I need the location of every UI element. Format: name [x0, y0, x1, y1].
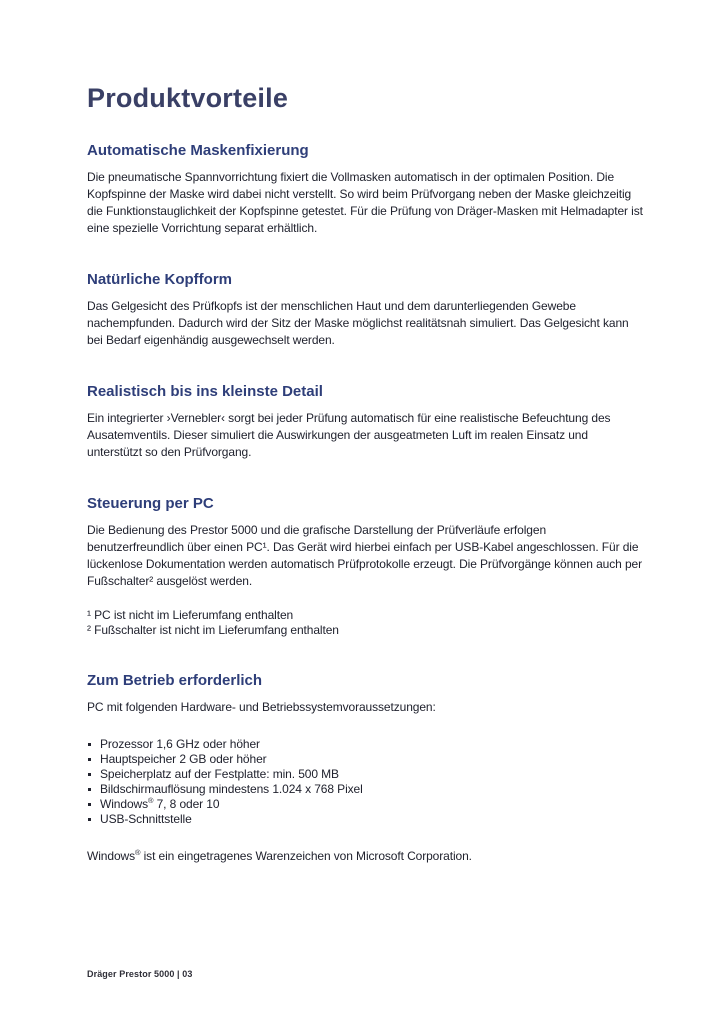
page-title: Produktvorteile [87, 83, 289, 113]
section-natuerliche-kopfform [87, 271, 643, 349]
page-footer-text: Dräger Prestor 5000 | 03 [87, 969, 193, 979]
footnotes [87, 608, 643, 638]
section-heading-kopfform: Natürliche Kopfform [87, 271, 233, 288]
list-item-usb: USB-Schnittstelle [87, 812, 643, 827]
list-item-speicherplatz: Speicherplatz auf der Festplatte: min. 500 MB [87, 767, 643, 782]
list-item-prozessor: Prozessor 1,6 GHz oder höher [87, 737, 643, 752]
section-body-kopfform: Das Gelgesicht des Prüfkopfs ist der menschlichen Haut und dem darunterliegenden Gewebe nachempfunden. Dadurch wird der Sitz der Maske möglichst realitätsnah simuliert. Das Gelgesicht kann bei Bedarf eigenhändig ausgewechselt werden. [87, 299, 629, 347]
footnote-fussschalter: ² Fußschalter ist nicht im Lieferumfang enthalten [87, 623, 339, 637]
section-steuerung-pc [87, 495, 643, 590]
requirements-intro: PC mit folgenden Hardware- und Betriebssystemvoraussetzungen: [87, 700, 436, 714]
section-realistisch-detail [87, 383, 643, 461]
section-heading-steuerung: Steuerung per PC [87, 495, 214, 512]
footnote-pc: ¹ PC ist nicht im Lieferumfang enthalten [87, 608, 294, 622]
list-item-hauptspeicher: Hauptspeicher 2 GB oder höher [87, 752, 643, 767]
section-heading-betrieb: Zum Betrieb erforderlich [87, 672, 263, 689]
page-footer [87, 969, 192, 979]
section-body-detail: Ein integrierter ›Vernebler‹ sorgt bei jeder Prüfung automatisch für eine realistische Befeuchtung des Ausatemventils. Dieser simuliert die Auswirkungen der ausgeatmeten Luft im realen Einsatz und unterstützt so den Prüfvorgang. [87, 411, 611, 459]
trademark-note: Windows® ist ein eingetragenes Warenzeichen von Microsoft Corporation. [87, 848, 472, 863]
section-body-steuerung: Die Bedienung des Prestor 5000 und die grafische Darstellung der Prüfverläufe erfolgen benutzerfreundlich über einen PC¹. Das Gerät wird hierbei einfach per USB-Kabel angeschlossen. Für die lückenlose Dokumentation werden automatisch Prüfprotokolle erzeugt. Die Prüfvorgänge können auch per Fußschalter² ausgelöst werden. [87, 523, 642, 588]
requirements-list [87, 737, 643, 827]
section-heading-detail: Realistisch bis ins kleinste Detail [87, 383, 323, 400]
list-item-windows: Windows® 7, 8 oder 10 [87, 797, 643, 812]
section-body-maskenfixierung: Die pneumatische Spannvorrichtung fixiert die Vollmasken automatisch in der optimalen Position. Die Kopfspinne der Maske wird dabei nicht verstellt. So wird beim Prüfvorgang neben der Maske gleichzeitig die Funktionstauglichkeit der Kopfspinne getestet. Für die Prüfung von Dräger-Masken mit Helmadapter ist eine spezielle Vorrichtung separat erhältlich. [87, 170, 643, 235]
section-zum-betrieb-erforderlich [87, 672, 643, 865]
section-automatische-maskenfixierung [87, 142, 643, 237]
list-item-bildschirmaufloesung: Bildschirmauflösung mindestens 1.024 x 768 Pixel [87, 782, 643, 797]
section-heading-maskenfixierung: Automatische Maskenfixierung [87, 142, 309, 159]
